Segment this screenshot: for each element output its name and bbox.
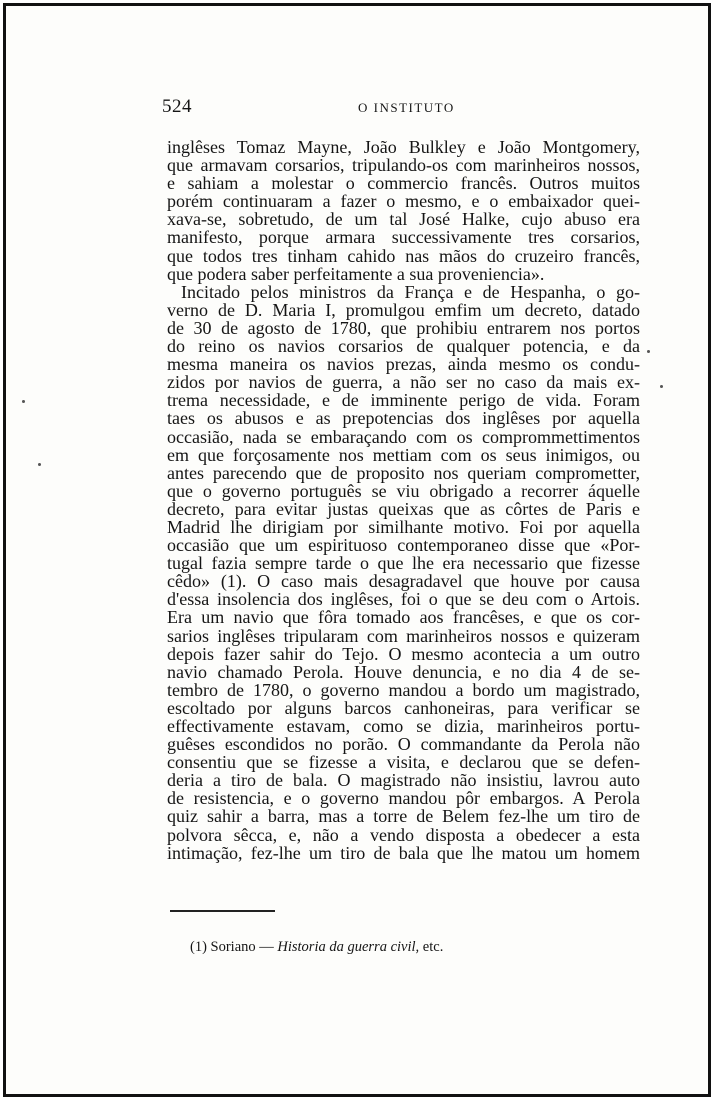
text-line: antes parecendo que de proposito nos queriam comprometter,	[167, 462, 640, 483]
text-line: xava-se, sobretudo, de um tal José Halke, cujo abuso era	[167, 209, 640, 230]
text-line: polvora sêcca, e, não a vendo disposta a obedecer a esta	[167, 824, 640, 845]
text-line: trema necessidade, e de imminente perigo de vida. Foram	[167, 390, 640, 411]
text-line: tembro de 1780, o governo mandou a bordo um magistrado,	[167, 679, 640, 700]
text-line: de 30 de agosto de 1780, que prohibiu entrarem nos portos	[167, 317, 640, 338]
footnote	[190, 939, 443, 956]
text-line: que todos tres tinham cahido nas mãos do cruzeiro francês,	[167, 245, 640, 266]
text-line: depois fazer sahir do Tejo. O mesmo acontecia a um outro	[167, 643, 640, 664]
text-line: tugal fazia sempre tarde o que lhe era necessario que fizesse	[167, 553, 640, 574]
text-line: Madrid lhe dirigiam por similhante motivo. Foi por aquella	[167, 516, 640, 537]
print-speck	[647, 350, 650, 353]
text-line: zidos por navios de guerra, a não ser no caso da mais ex-	[167, 372, 640, 393]
text-line: occasião, nada se embaraçando com os comprommettimentos	[167, 426, 640, 447]
text-line: Era um navio que fôra tomado aos francêses, e que os cor-	[167, 607, 640, 628]
text-line: que podera saber perfeitamente a sua proveniencia».	[167, 263, 545, 284]
text-line: cêdo» (1). O caso mais desagradavel que houve por causa	[167, 571, 640, 592]
print-speck	[22, 400, 25, 403]
text-line: de resistencia, e o governo mandou pôr embargos. A Perola	[167, 788, 640, 809]
text-line: e sahiam a molestar o commercio francês. Outros muitos	[167, 173, 640, 194]
text-line: occasião que um espirituoso contemporaneo disse que «Por-	[167, 535, 640, 556]
text-line: deria a tiro de bala. O magistrado não insistiu, lavrou auto	[167, 770, 640, 791]
text-line: navio chamado Perola. Houve denuncia, e no dia 4 de se-	[167, 661, 640, 682]
text-line: taes os abusos e as prepotencias dos inglêses por aquella	[167, 408, 640, 429]
text-line: effectivamente estavam, como se dizia, marinheiros portu-	[167, 716, 640, 736]
footnote-title: Historia da guerra civil,	[277, 939, 420, 955]
print-speck	[38, 463, 41, 466]
body-text	[167, 138, 640, 862]
text-line: que armavam corsarios, tripulando-os com marinheiros nossos,	[167, 155, 640, 176]
running-title: O INSTITUTO	[358, 100, 455, 115]
text-line: guêses escondidos no porão. O commandante da Perola não	[167, 734, 640, 755]
print-speck	[660, 385, 663, 388]
text-line: porém continuaram a fazer o mesmo, e o embaixador quei-	[167, 191, 640, 212]
footnote-rule	[170, 910, 275, 912]
page-number: 524	[162, 96, 192, 117]
text-line: manifesto, porque armara successivamente tres corsarios,	[167, 227, 640, 248]
text-line: sarios inglêses tripularam com marinheiros nossos e quizeram	[167, 625, 640, 646]
text-line: que o governo português se viu obrigado a recorrer áquelle	[167, 480, 640, 501]
text-line: intimação, fez-lhe um tiro de bala que lhe matou um homem	[167, 842, 640, 863]
text-line: do reino os navios corsarios de qualquer potencia, e da	[167, 336, 640, 357]
footnote-marker: (1) Soriano —	[190, 939, 274, 955]
text-line: escoltado por alguns barcos canhoneiras, para verificar se	[167, 697, 640, 718]
text-line: mesma maneira os navios prezas, ainda mesmo os condu-	[167, 354, 640, 375]
text-line: consentiu que se fizesse a visita, e declarou que se defen-	[167, 752, 640, 773]
footnote-suffix: etc.	[422, 939, 444, 955]
text-line: quiz sahir a barra, mas a torre de Belem fez-lhe um tiro de	[167, 806, 640, 827]
text-line: verno de D. Maria I, promulgou emfim um decreto, datado	[167, 299, 640, 320]
text-line: em que forçosamente nos mettiam com os seus inimigos, ou	[167, 444, 640, 465]
page-header	[162, 96, 642, 120]
text-line: inglêses Tomaz Mayne, João Bulkley e João Montgomery,	[167, 137, 640, 157]
text-line: Incitado pelos ministros da França e de Hespanha, o go-	[181, 281, 640, 302]
text-line: decreto, para evitar justas queixas que as côrtes de Paris e	[167, 498, 640, 519]
text-line: d'essa insolencia dos inglêses, foi o que se deu com o Artois.	[167, 589, 640, 610]
